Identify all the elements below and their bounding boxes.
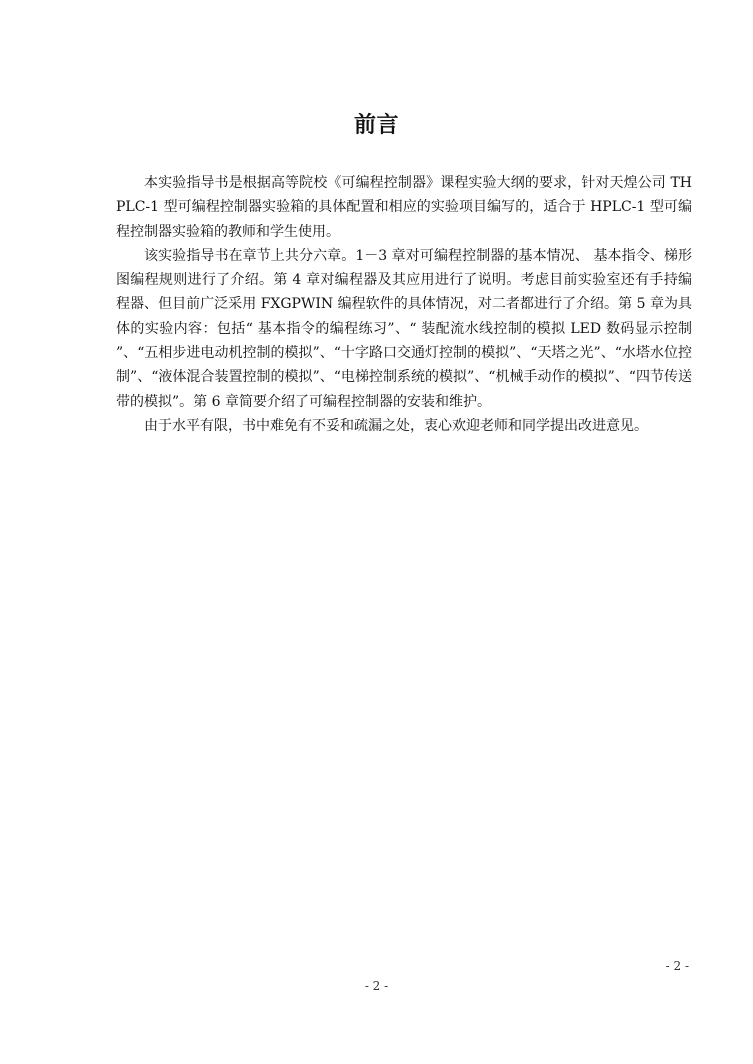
paragraph-2: 该实验指导书在章节上共分六章。1－3 章对可编程控制器的基本情况、 基本指令、梯形图编程规则进行了介绍。第 4 章对编程器及其应用进行了说明。考虑目前实验室还有手持编程器、但目前广泛采用 FXGPWIN 编程软件的具体情况，对二者都进行了介绍。第 5 章为具体的实验内容：包括“ 基本指令的编程练习”、“ 装配流水线控制的模拟 LED 数码显示控制 ”、“五相步进电动机控制的模拟”、“十字路口交通灯控制的模拟”、“天塔之光”、“水塔水位控制”、“液体混合装置控制的模拟”、“电梯控制系统的模拟”、“机械手动作的模拟”、“四节传送带的模拟”。第 6 章简要介绍了可编程控制器的安装和维护。	[116, 247, 692, 410]
page-number-right: - 2 -	[665, 959, 689, 973]
paragraph-1: 本实验指导书是根据高等院校《可编程控制器》课程实验大纲的要求，针对天煌公司 THPLC-1 型可编程控制器实验箱的具体配置和相应的实验项目编写的，适合于 HPLC-1 型可编程控制器实验箱的教师和学生使用。	[116, 175, 692, 240]
body-text	[116, 171, 692, 438]
page-title: 前言	[353, 113, 399, 138]
page-number-center: - 2 -	[364, 979, 389, 993]
paragraph-3: 由于水平有限，书中难免有不妥和疏漏之处，衷心欢迎老师和同学提出改进意见。	[144, 417, 648, 434]
